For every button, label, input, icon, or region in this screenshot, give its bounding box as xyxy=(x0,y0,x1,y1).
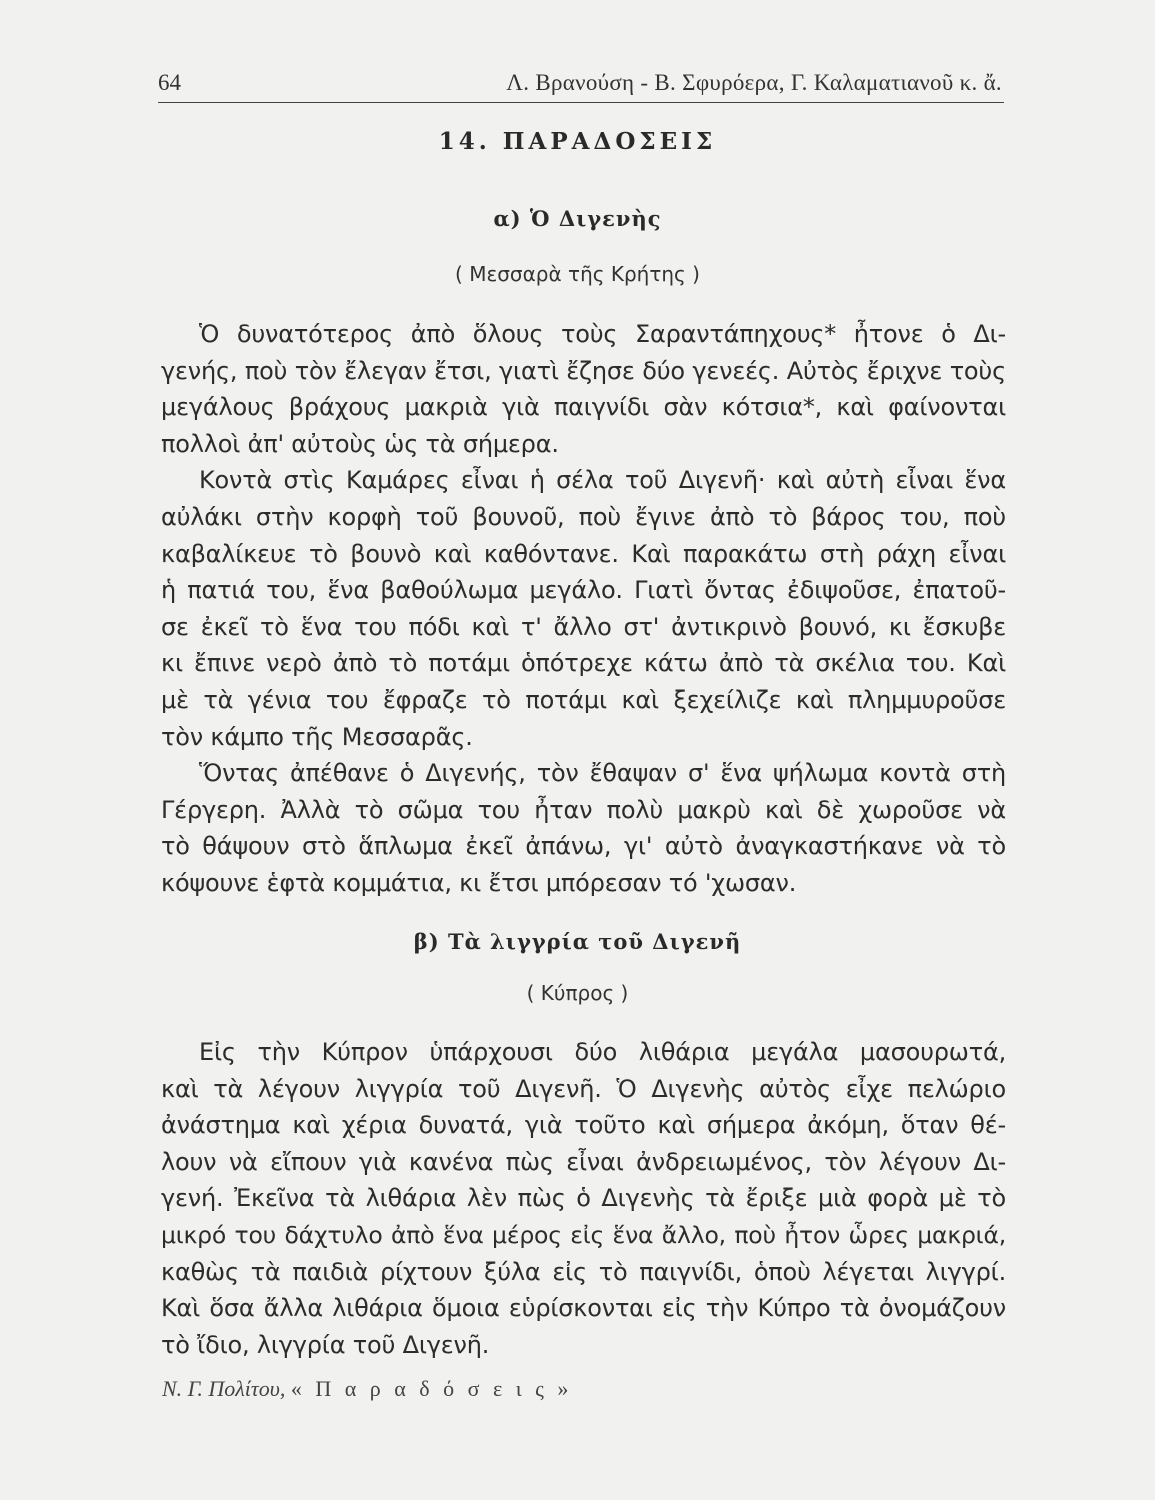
text-line: ἀνάστημα καὶ χέρια δυνατά, γιὰ τοῦτο καὶ σήμερα ἀκόμη, ὅταν θέ- xyxy=(161,1111,1006,1140)
text-line: Ὁ δυνατότερος ἀπὸ ὅλους τοὺς Σαραντάπηχους* ἦτονε ὁ Δι- xyxy=(199,320,1006,348)
source-author: Ν. Γ. Πολίτου, xyxy=(162,1376,286,1401)
text-line: Καὶ ὅσα ἄλλα λιθάρια ὅμοια εὑρίσκονται εἰς τὴν Κύπρο τὰ ὀνομάζουν xyxy=(161,1294,1006,1323)
section-b-text xyxy=(161,1034,1006,1363)
text-line: μικρό του δάχτυλο ἀπὸ ἕνα μέρος εἰς ἕνα ἄλλο, ποὺ ἦτον ὧρες μακριά, xyxy=(161,1220,1006,1249)
text-line: κόψουνε ἑφτὰ κομμάτια, κι ἔτσι μπόρεσαν τό 'χωσαν. xyxy=(161,868,797,897)
running-head: Λ. Βρανούση - Β. Σφυρόερα, Γ. Καλαματιανοῦ κ. ἄ. xyxy=(506,70,1002,95)
text-line: καὶ τὰ λέγουν λιγγρία τοῦ Διγενῆ. Ὁ Διγενὴς αὐτὸς εἶχε πελώριο xyxy=(161,1074,1006,1103)
text-line: Κοντὰ στὶς Καμάρες εἶναι ἡ σέλα τοῦ Διγενῆ· καὶ αὐτὴ εἶναι ἕνα xyxy=(199,466,1006,495)
section-b-origin: ( Κύπρος ) xyxy=(526,981,629,1005)
text-line: λουν νὰ εἴπουν γιὰ κανένα πὼς εἶναι ἀνδρειωμένος, τὸν λέγουν Δι- xyxy=(161,1147,1006,1176)
section-b-title: β) Τὰ λιγγρία τοῦ Διγενῆ xyxy=(413,929,742,954)
text-line: καβαλίκευε τὸ βουνὸ καὶ καθόντανε. Καὶ παρακάτω στὴ ράχη εἶναι xyxy=(161,539,1006,568)
section-a-origin: ( Μεσσαρὰ τῆς Κρήτης ) xyxy=(455,262,700,286)
text-line: κι ἔπινε νερὸ ἀπὸ τὸ ποτάμι ὁπότρεχε κάτω ἀπὸ τὰ σκέλια του. Καὶ xyxy=(161,649,1006,678)
source-work: « Π α ρ α δ ό σ ε ι ς » xyxy=(290,1376,573,1401)
text-line: τὸ θάψουν στὸ ἅπλωμα ἐκεῖ ἀπάνω, γι' αὐτὸ ἀναγκαστήκανε νὰ τὸ xyxy=(161,832,1006,861)
text-line: μεγάλους βράχους μακριὰ γιὰ παιγνίδι σὰν κότσια*, καὶ φαίνονται xyxy=(161,393,1006,422)
text-line: γενή. Ἐκεῖνα τὰ λιθάρια λὲν πὼς ὁ Διγενὴς τὰ ἔριξε μιὰ φορὰ μὲ τὸ xyxy=(161,1184,1006,1213)
text-line: αὐλάκι στὴν κορφὴ τοῦ βουνοῦ, ποὺ ἔγινε ἀπὸ τὸ βάρος του, ποὺ xyxy=(161,502,1006,531)
chapter-title: 14. ΠΑΡΑΔΟΣΕΙΣ xyxy=(438,128,717,155)
text-line: πολλοὶ ἀπ' αὐτοὺς ὡς τὰ σήμερα. xyxy=(161,429,559,458)
text-line: μὲ τὰ γένια του ἔφραζε τὸ ποτάμι καὶ ξεχείλιζε καὶ πλημμυροῦσε xyxy=(161,685,1006,714)
section-a-text xyxy=(161,316,1006,902)
section-a-title: α) Ὁ Διγενὴς xyxy=(493,206,662,231)
source-citation xyxy=(162,1376,572,1402)
text-line: ἡ πατιά του, ἕνα βαθούλωμα μεγάλο. Γιατὶ ὄντας ἐδιψοῦσε, ἐπατοῦ- xyxy=(161,576,1006,605)
text-line: τὸ ἴδιο, λιγγρία τοῦ Διγενῆ. xyxy=(161,1330,490,1359)
text-line: Γέργερη. Ἀλλὰ τὸ σῶμα του ἦταν πολὺ μακρὺ καὶ δὲ χωροῦσε νὰ xyxy=(161,795,1006,824)
text-line: καθὼς τὰ παιδιὰ ρίχτουν ξύλα εἰς τὸ παιγνίδι, ὁποὺ λέγεται λιγγρί. xyxy=(161,1257,1006,1286)
text-line: σε ἐκεῖ τὸ ἕνα του πόδι καὶ τ' ἄλλο στ' ἀντικρινὸ βουνό, κι ἔσκυβε xyxy=(161,612,1006,641)
text-line: Εἰς τὴν Κύπρον ὑπάρχουσι δύο λιθάρια μεγάλα μασουρωτά, xyxy=(199,1038,1006,1066)
text-line: γενής, ποὺ τὸν ἔλεγαν ἔτσι, γιατὶ ἔζησε δύο γενεές. Αὐτὸς ἔριχνε τοὺς xyxy=(161,356,1006,385)
text-line: Ὅντας ἀπέθανε ὁ Διγενής, τὸν ἔθαψαν σ' ἕνα ψήλωμα κοντὰ στὴ xyxy=(199,759,1006,788)
running-header xyxy=(158,66,1004,103)
text-line: τὸν κάμπο τῆς Μεσσαρᾶς. xyxy=(161,722,473,751)
page-number: 64 xyxy=(158,70,181,95)
